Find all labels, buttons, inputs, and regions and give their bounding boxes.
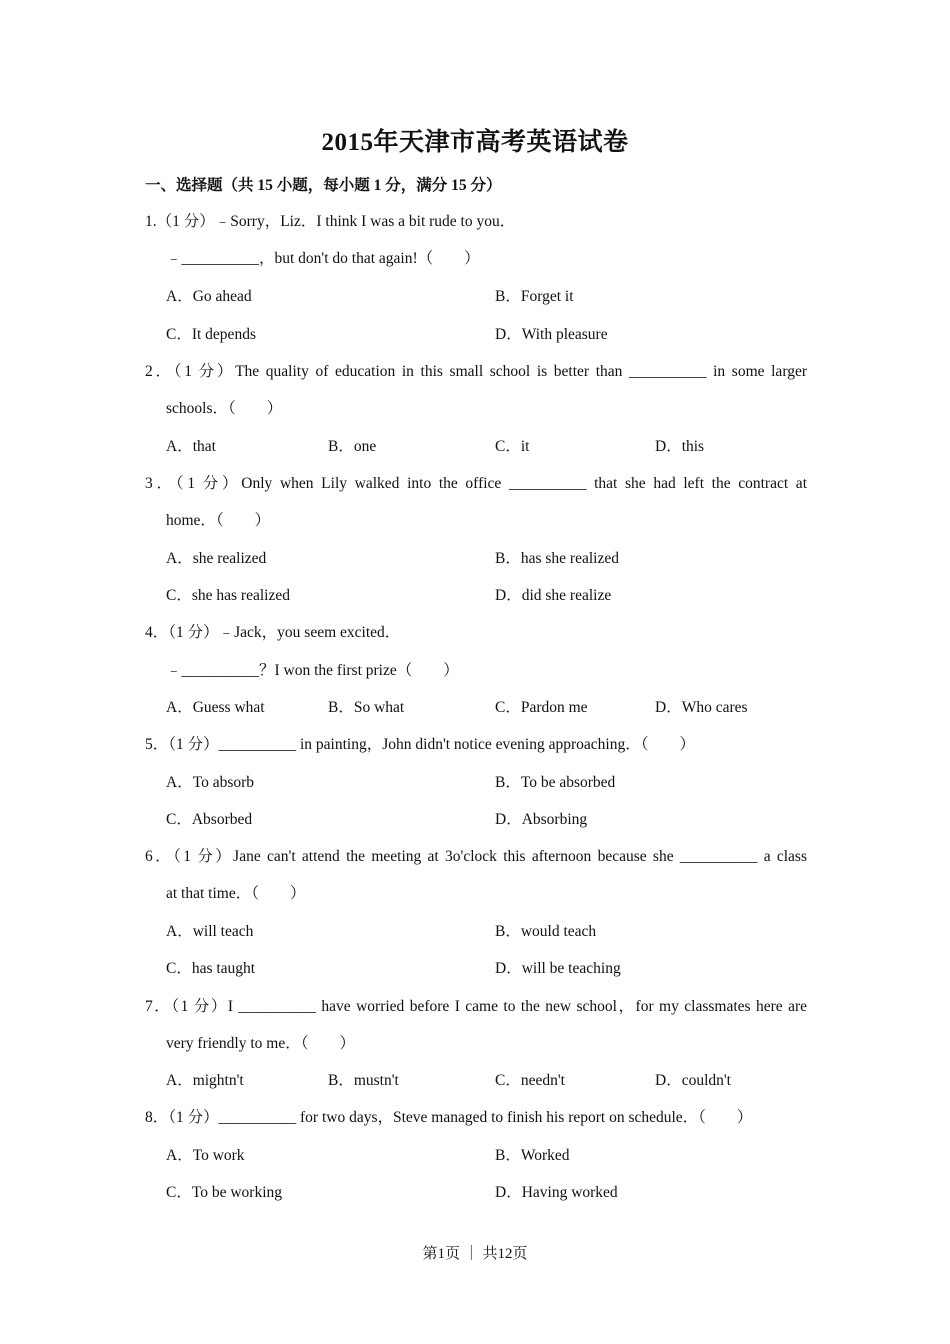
- question-3-option-b: B．has she realized: [495, 550, 619, 567]
- question-2-option-b: B．one: [328, 438, 377, 455]
- page-title: 2015年天津市高考英语试卷: [321, 129, 629, 156]
- question-8-option-d: D．Having worked: [495, 1184, 618, 1201]
- question-3-option-a: A．she realized: [166, 550, 267, 567]
- question-1-option-a: A．Go ahead: [166, 288, 252, 305]
- question-6-option-b: B．would teach: [495, 923, 597, 940]
- question-4-option-b: B．So what: [328, 699, 405, 716]
- question-6-option-c: C．has taught: [166, 960, 256, 977]
- question-4-option-c: C．Pardon me: [495, 699, 588, 716]
- question-1-option-d: D．With pleasure: [495, 326, 608, 343]
- question-6-option-d: D．will be teaching: [495, 960, 621, 977]
- question-4-option-d: D．Who cares: [655, 699, 748, 716]
- question-7-option-a: A．mightn't: [166, 1072, 244, 1089]
- question-6-option-a: A．will teach: [166, 923, 254, 940]
- question-8-option-b: B．Worked: [495, 1147, 570, 1164]
- question-7-stem: 7．（1 分）I __________ have worried before I came to the new school，for my classmates here are: [145, 998, 807, 1015]
- question-3-stem: 3．（1 分）Only when Lily walked into the office __________ that she had left the contract at: [145, 475, 807, 492]
- question-4-stem-cont: ﹣__________？I won the first prize（ ）: [166, 662, 459, 679]
- question-7-stem-cont: very friendly to me．（ ）: [166, 1035, 355, 1052]
- question-1-option-c: C．It depends: [166, 326, 256, 343]
- section-header: 一、选择题（共 15 小题，每小题 1 分，满分 15 分）: [145, 177, 502, 194]
- question-3-stem-cont: home．（ ）: [166, 512, 271, 529]
- question-5-option-a: A．To absorb: [166, 774, 255, 791]
- question-5-option-b: B．To be absorbed: [495, 774, 616, 791]
- question-7-option-c: C．needn't: [495, 1072, 565, 1089]
- question-4-stem: 4．（1 分）﹣Jack，you seem excited．: [145, 624, 401, 641]
- question-1-stem: 1.（1 分）﹣Sorry，Liz．I think I was a bit rude to you．: [145, 213, 516, 230]
- question-2-option-d: D．this: [655, 438, 705, 455]
- question-3-option-d: D．did she realize: [495, 587, 612, 604]
- question-2-stem-cont: schools．（ ）: [166, 400, 283, 417]
- question-8-option-c: C．To be working: [166, 1184, 283, 1201]
- question-8-option-a: A．To work: [166, 1147, 245, 1164]
- question-7-option-b: B．mustn't: [328, 1072, 399, 1089]
- question-1-stem-cont: ﹣__________，but don't do that again!（ ）: [166, 250, 480, 267]
- question-6-stem-cont: at that time．（ ）: [166, 885, 306, 902]
- question-7-option-d: D．couldn't: [655, 1072, 731, 1089]
- question-5-stem: 5．（1 分）__________ in painting，John didn't notice evening approaching．（ ）: [145, 736, 695, 753]
- question-5-option-d: D．Absorbing: [495, 811, 588, 828]
- question-5-option-c: C．Absorbed: [166, 811, 253, 828]
- question-6-stem: 6．（1 分）Jane can't attend the meeting at 3o'clock this afternoon because she __________ a class: [145, 848, 807, 865]
- question-8-stem: 8．（1 分）__________ for two days，Steve managed to finish his report on schedule．（ ）: [145, 1109, 753, 1126]
- question-2-stem: 2．（1 分）The quality of education in this small school is better than __________ in some larger: [145, 363, 807, 380]
- question-4-option-a: A．Guess what: [166, 699, 265, 716]
- question-2-option-c: C．it: [495, 438, 530, 455]
- question-2-option-a: A．that: [166, 438, 216, 455]
- question-3-option-c: C．she has realized: [166, 587, 290, 604]
- question-1-option-b: B．Forget it: [495, 288, 574, 305]
- page-footer: 第1页 ｜ 共12页: [422, 1246, 528, 1262]
